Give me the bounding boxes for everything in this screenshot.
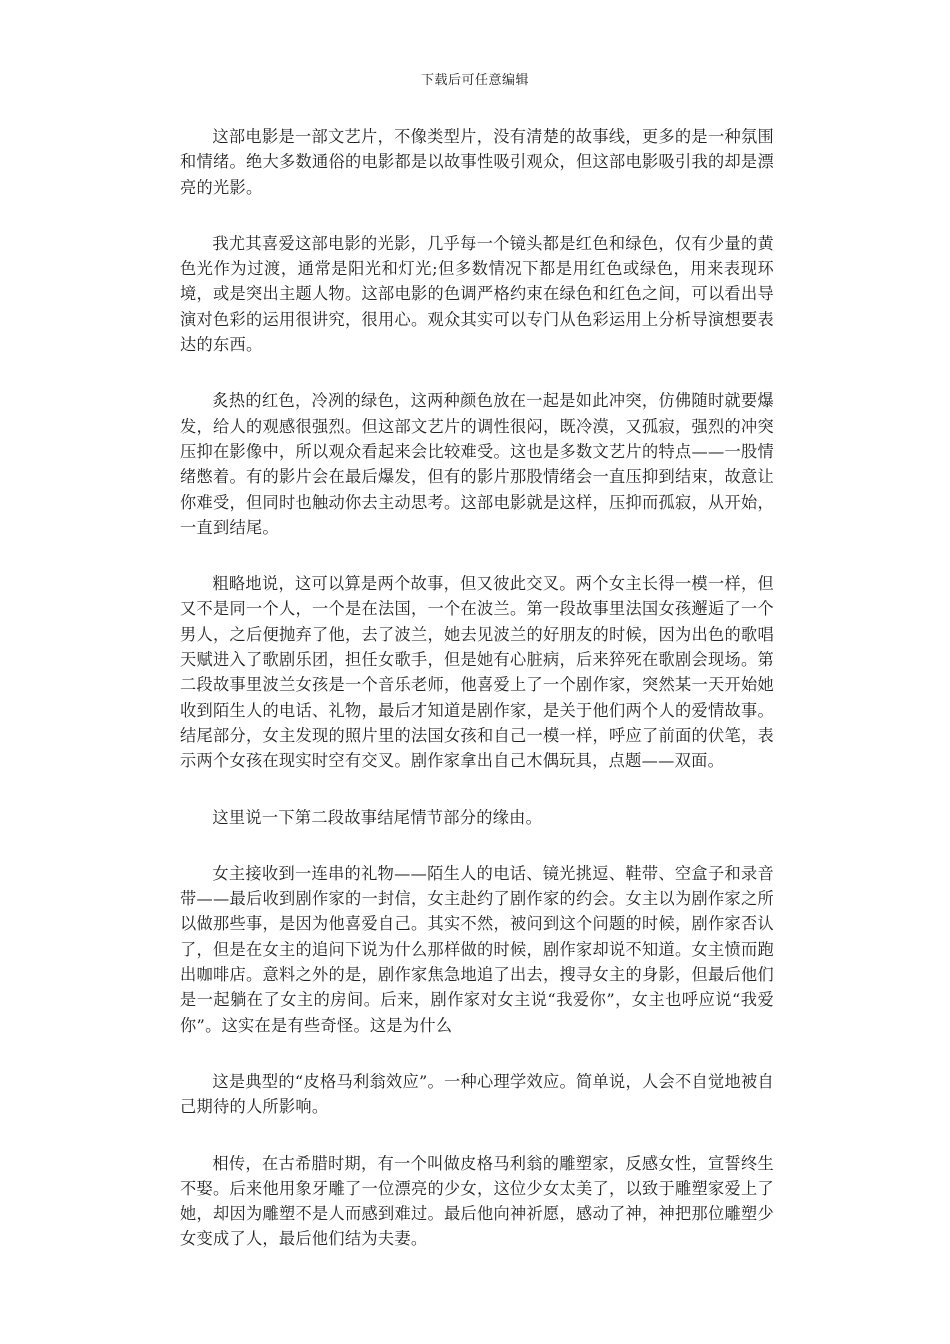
paragraph: 女主接收到一连串的礼物——陌生人的电话、镜光挑逗、鞋带、空盒子和录音带——最后收到剧作家的一封信，女主赴约了剧作家的约会。女主以为剧作家之所以做那些事，是因为他喜爱自己。其实不然，被问到这个问题的时候，剧作家否认了，但是在女主的追问下说为什么那样做的时候，剧作家却说不知道。女主愤而跑出咖啡店。意料之外的是，剧作家焦急地追了出去，搜寻女主的身影，但最后他们是一起躺在了女主的房间。后来，剧作家对女主说“我爱你”，女主也呼应说“我爱你”。这实在是有些奇怪。这是为什么 xyxy=(180,863,774,1035)
document-body xyxy=(180,124,774,1283)
paragraph: 相传，在古希腊时期，有一个叫做皮格马利翁的雕塑家，反感女性，宣誓终生不娶。后来他用象牙雕了一位漂亮的少女，这位少女太美了，以致于雕塑家爱上了她，却因为雕塑不是人而感到难过。最后他向神祈愿，感动了神，神把那位雕塑少女变成了人，最后他们结为夫妻。 xyxy=(180,1153,774,1249)
paragraph: 这是典型的“皮格马利翁效应”。一种心理学效应。简单说，人会不自觉地被自己期待的人所影响。 xyxy=(180,1071,774,1117)
paragraph: 这部电影是一部文艺片，不像类型片，没有清楚的故事线，更多的是一种氛围和情绪。绝大多数通俗的电影都是以故事性吸引观众，但这部电影吸引我的却是漂亮的光影。 xyxy=(180,127,774,197)
paragraph: 炙热的红色，冷冽的绿色，这两种颜色放在一起是如此冲突，仿佛随时就要爆发，给人的观感很强烈。但这部文艺片的调性很闷，既冷漠，又孤寂，强烈的冲突压抑在影像中，所以观众看起来会比较难受。这也是多数文艺片的特点——一股情绪憋着。有的影片会在最后爆发，但有的影片那股情绪会一直压抑到结束，故意让你难受，但同时也触动你去主动思考。这部电影就是这样，压抑而孤寂，从开始，一直到结尾。 xyxy=(180,391,774,537)
paragraph: 这里说一下第二段故事结尾情节部分的缘由。 xyxy=(212,807,543,827)
page-header: 下载后可任意编辑 xyxy=(420,73,529,88)
paragraph: 粗略地说，这可以算是两个故事，但又彼此交叉。两个女主长得一模一样，但又不是同一个人，一个是在法国，一个在波兰。第一段故事里法国女孩邂逅了一个男人，之后便抛弃了他，去了波兰，她去见波兰的好朋友的时候，因为出色的歌唱天赋进入了歌剧乐团，担任女歌手，但是她有心脏病，后来猝死在歌剧会现场。第二段故事里波兰女孩是一个音乐老师，他喜爱上了一个剧作家，突然某一天开始她收到陌生人的电话、礼物，最后才知道是剧作家，是关于他们两个人的爱情故事。结尾部分，女主发现的照片里的法国女孩和自己一模一样，呼应了前面的伏笔，表示两个女孩在现实时空有交叉。剧作家拿出自己木偶玩具，点题——双面。 xyxy=(180,574,774,771)
paragraph: 我尤其喜爱这部电影的光影，几乎每一个镜头都是红色和绿色，仅有少量的黄色光作为过渡，通常是阳光和灯光;但多数情况下都是用红色或绿色，用来表现环境，或是突出主题人物。这部电影的色调严格约束在绿色和红色之间，可以看出导演对色彩的运用很讲究，很用心。观众其实可以专门从色彩运用上分析导演想要表达的东西。 xyxy=(180,233,774,355)
